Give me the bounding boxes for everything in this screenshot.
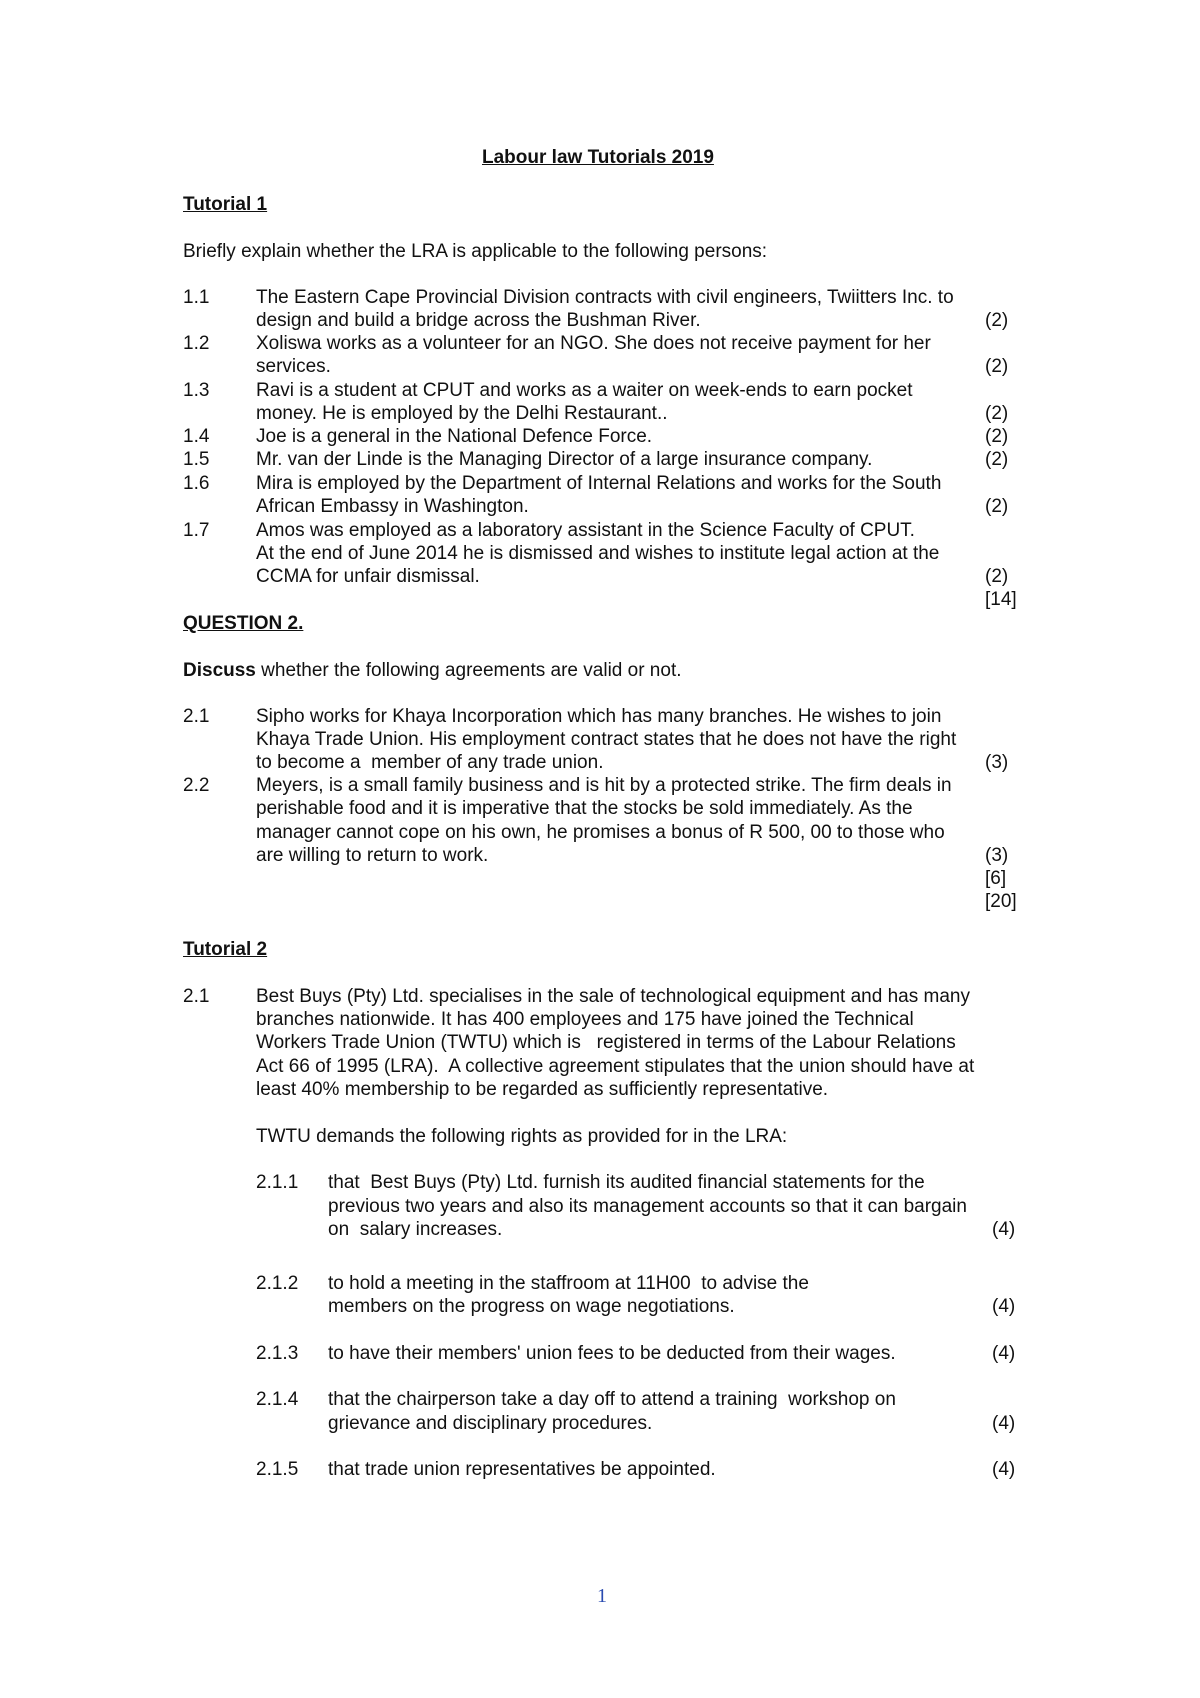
item-text-line: Mira is employed by the Department of Internal Relations and works for the South: [256, 473, 942, 494]
item-mark: (2): [985, 426, 1009, 447]
paragraph-line: Act 66 of 1995 (LRA). A collective agreement stipulates that the union should have at: [256, 1056, 975, 1077]
section-total: [20]: [985, 891, 1017, 912]
document-title: Labour law Tutorials 2019: [482, 147, 714, 168]
subitem-text-line: that Best Buys (Pty) Ltd. furnish its audited financial statements for the: [328, 1172, 925, 1193]
question-2-intro-rest: whether the following agreements are valid or not.: [255, 660, 682, 681]
subitem-number: 2.1.1: [256, 1172, 299, 1193]
item-text-line: Xoliswa works as a volunteer for an NGO. She does not receive payment for her: [256, 333, 931, 354]
subitem-text-line: grievance and disciplinary procedures.: [328, 1413, 653, 1434]
item-text-line: money. He is employed by the Delhi Restaurant..: [256, 403, 668, 424]
item-text-line: to become a member of any trade union.: [256, 752, 604, 773]
paragraph-line: Workers Trade Union (TWTU) which is registered in terms of the Labour Relations: [256, 1032, 956, 1053]
item-text-line: services.: [256, 356, 331, 377]
item-text-line: Meyers, is a small family business and is hit by a protected strike. The firm deals in: [256, 775, 952, 796]
item-mark: (2): [985, 449, 1009, 470]
item-text-line: design and build a bridge across the Bushman River.: [256, 310, 701, 331]
item-text-line: Sipho works for Khaya Incorporation which has many branches. He wishes to join: [256, 706, 942, 727]
item-text-line: African Embassy in Washington.: [256, 496, 529, 517]
subitem-mark: (4): [992, 1296, 1016, 1317]
subitem-text-line: that the chairperson take a day off to attend a training workshop on: [328, 1389, 896, 1410]
item-text-line: Amos was employed as a laboratory assistant in the Science Faculty of CPUT.: [256, 520, 915, 541]
subitem-text-line: to have their members' union fees to be deducted from their wages.: [328, 1343, 896, 1364]
subitem-number: 2.1.2: [256, 1273, 299, 1294]
item-number: 1.3: [183, 380, 210, 401]
subitem-text-line: members on the progress on wage negotiations.: [328, 1296, 735, 1317]
paragraph-line: branches nationwide. It has 400 employees and 175 have joined the Technical: [256, 1009, 914, 1030]
item-number: 1.5: [183, 449, 210, 470]
section-total: [14]: [985, 589, 1017, 610]
item-text-line: are willing to return to work.: [256, 845, 489, 866]
item-text-line: Ravi is a student at CPUT and works as a waiter on week-ends to earn pocket: [256, 380, 913, 401]
subitem-number: 2.1.4: [256, 1389, 299, 1410]
question-2-intro: [183, 660, 682, 682]
paragraph-line: Best Buys (Pty) Ltd. specialises in the sale of technological equipment and has many: [256, 986, 970, 1007]
item-number: 2.1: [183, 706, 210, 727]
tutorial-1-intro: Briefly explain whether the LRA is applicable to the following persons:: [183, 241, 768, 262]
tutorial-2-heading: Tutorial 2: [183, 939, 268, 960]
item-mark: (2): [985, 403, 1009, 424]
subitem-text-line: on salary increases.: [328, 1219, 503, 1240]
subitem-text-line: previous two years and also its management accounts so that it can bargain: [328, 1196, 967, 1217]
subitem-mark: (4): [992, 1413, 1016, 1434]
subitem-text-line: that trade union representatives be appointed.: [328, 1459, 716, 1480]
item-number: 1.2: [183, 333, 210, 354]
item-text-line: The Eastern Cape Provincial Division contracts with civil engineers, Twiitters Inc. to: [256, 287, 954, 308]
item-number: 1.7: [183, 520, 210, 541]
item-mark: (3): [985, 845, 1009, 866]
item-number: 1.4: [183, 426, 210, 447]
subitem-number: 2.1.5: [256, 1459, 299, 1480]
item-text-line: CCMA for unfair dismissal.: [256, 566, 480, 587]
item-text-line: manager cannot cope on his own, he promises a bonus of R 500, 00 to those who: [256, 822, 945, 843]
item-mark: (2): [985, 566, 1009, 587]
item-number: 2.1: [183, 986, 210, 1007]
item-text-line: Joe is a general in the National Defence Force.: [256, 426, 653, 447]
item-mark: (3): [985, 752, 1009, 773]
page-number: 1: [597, 1585, 607, 1607]
item-mark: (2): [985, 356, 1009, 377]
question-2-heading: QUESTION 2.: [183, 613, 304, 634]
tutorial-1-heading: Tutorial 1: [183, 194, 268, 215]
subitem-number: 2.1.3: [256, 1343, 299, 1364]
item-mark: (2): [985, 310, 1009, 331]
demand-intro: TWTU demands the following rights as provided for in the LRA:: [256, 1126, 788, 1147]
subitem-mark: (4): [992, 1459, 1016, 1480]
subitem-mark: (4): [992, 1343, 1016, 1364]
discuss-keyword: Discuss: [183, 660, 256, 681]
item-number: 1.1: [183, 287, 210, 308]
item-text-line: perishable food and it is imperative that the stocks be sold immediately. As the: [256, 798, 913, 819]
item-number: 2.2: [183, 775, 210, 796]
subitem-mark: (4): [992, 1219, 1016, 1240]
item-text-line: At the end of June 2014 he is dismissed and wishes to institute legal action at the: [256, 543, 940, 564]
item-number: 1.6: [183, 473, 210, 494]
item-mark: (2): [985, 496, 1009, 517]
item-text-line: Mr. van der Linde is the Managing Director of a large insurance company.: [256, 449, 873, 470]
item-text-line: Khaya Trade Union. His employment contract states that he does not have the right: [256, 729, 957, 750]
paragraph-line: least 40% membership to be regarded as sufficiently representative.: [256, 1079, 829, 1100]
section-subtotal: [6]: [985, 868, 1007, 889]
subitem-text-line: to hold a meeting in the staffroom at 11H00 to advise the: [328, 1273, 809, 1294]
